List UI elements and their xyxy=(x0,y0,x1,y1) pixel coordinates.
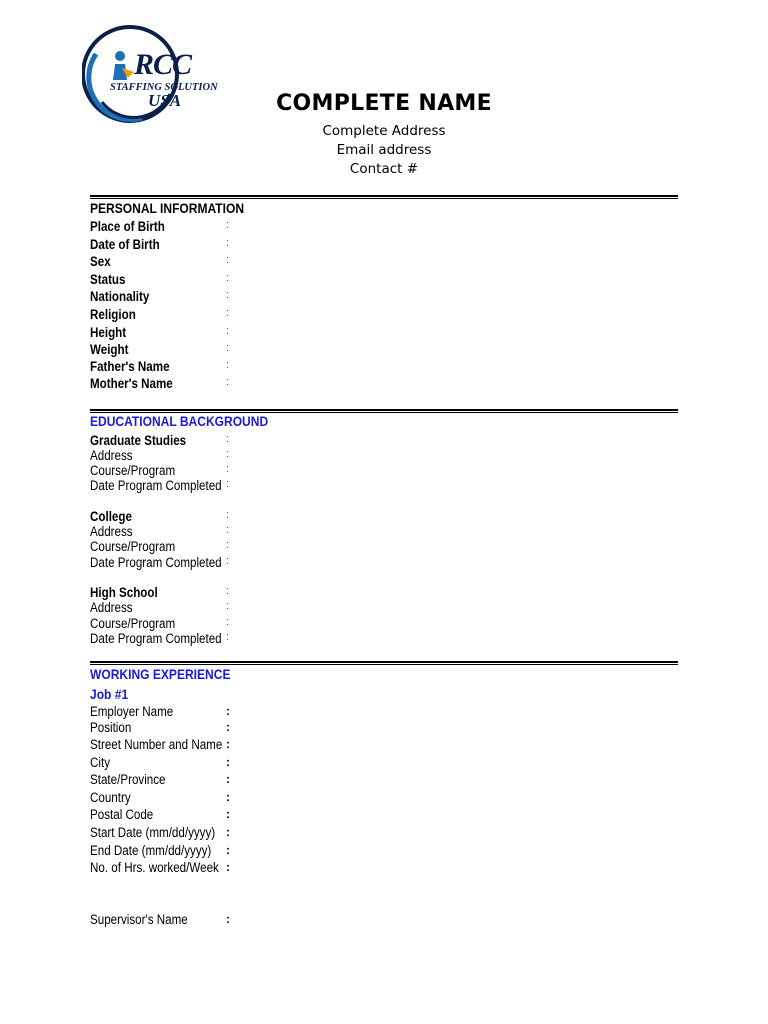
field-label: Nationality xyxy=(90,289,150,304)
field-label: Course/Program xyxy=(90,616,176,631)
field-label: Address xyxy=(90,600,133,615)
field-colon: : xyxy=(226,509,230,521)
work-experience-title: WORKING EXPERIENCE xyxy=(90,666,231,682)
field-colon: : xyxy=(226,448,230,460)
field-label: Father's Name xyxy=(90,359,170,374)
applicant-address: Complete Address xyxy=(322,123,446,139)
field-colon: : xyxy=(226,463,230,475)
field-colon: : xyxy=(226,307,230,319)
field-label: Supervisor's Name xyxy=(90,912,188,927)
job-label: Job #1 xyxy=(90,686,129,702)
section-divider xyxy=(90,409,678,411)
field-label: Place of Birth xyxy=(90,219,165,234)
field-label: Sex xyxy=(90,254,111,269)
applicant-name: COMPLETE NAME xyxy=(276,91,492,116)
field-colon: : xyxy=(226,720,230,734)
field-colon: : xyxy=(226,433,230,445)
field-label: Status xyxy=(90,272,126,287)
applicant-contact: Contact # xyxy=(349,161,419,177)
field-colon: : xyxy=(226,376,230,388)
field-colon: : xyxy=(226,790,230,804)
field-label: Address xyxy=(90,524,133,539)
field-label: Position xyxy=(90,720,132,735)
section-divider xyxy=(90,195,678,197)
field-label: No. of Hrs. worked/Week xyxy=(90,860,219,875)
logo-country: USA xyxy=(148,91,182,110)
field-colon: : xyxy=(226,555,230,567)
logo-tagline: STAFFING SOLUTION xyxy=(110,82,218,93)
field-colon: : xyxy=(226,755,230,769)
field-label: Country xyxy=(90,790,131,805)
field-colon: : xyxy=(226,737,230,751)
field-label: Course/Program xyxy=(90,463,176,478)
field-label: Postal Code xyxy=(90,807,154,822)
field-label: Height xyxy=(90,325,127,340)
field-colon: : xyxy=(226,289,230,301)
field-label: Address xyxy=(90,448,133,463)
field-colon: : xyxy=(226,616,230,628)
field-colon: : xyxy=(226,825,230,839)
education-title: EDUCATIONAL BACKGROUND xyxy=(90,413,269,429)
field-label: Start Date (mm/dd/yyyy) xyxy=(90,825,216,840)
field-label: End Date (mm/dd/yyyy) xyxy=(90,843,212,858)
field-colon: : xyxy=(226,600,230,612)
logo-brand: RCC xyxy=(134,48,192,81)
field-label: Religion xyxy=(90,307,136,322)
applicant-email: Email address xyxy=(336,142,432,158)
field-label: Mother's Name xyxy=(90,376,173,391)
field-label: High School xyxy=(90,585,158,600)
field-colon: : xyxy=(226,843,230,857)
personal-info-title: PERSONAL INFORMATION xyxy=(90,200,245,216)
field-colon: : xyxy=(226,912,230,926)
field-colon: : xyxy=(226,272,230,284)
field-label: Date Program Completed xyxy=(90,555,222,570)
field-label: Employer Name xyxy=(90,704,174,719)
field-label: Date Program Completed xyxy=(90,478,222,493)
field-label: Date of Birth xyxy=(90,237,160,252)
field-label: Street Number and Name xyxy=(90,737,223,752)
field-colon: : xyxy=(226,772,230,786)
field-label: Course/Program xyxy=(90,539,176,554)
field-colon: : xyxy=(226,524,230,536)
field-colon: : xyxy=(226,254,230,266)
field-colon: : xyxy=(226,585,230,597)
field-colon: : xyxy=(226,325,230,337)
field-colon: : xyxy=(226,860,230,874)
field-colon: : xyxy=(226,219,230,231)
field-label: College xyxy=(90,509,132,524)
field-colon: : xyxy=(226,237,230,249)
field-colon: : xyxy=(226,359,230,371)
field-colon: : xyxy=(226,631,230,643)
field-label: State/Province xyxy=(90,772,166,787)
section-divider xyxy=(90,661,678,663)
field-label: Graduate Studies xyxy=(90,433,187,448)
field-label: City xyxy=(90,755,110,770)
field-label: Weight xyxy=(90,342,129,357)
field-colon: : xyxy=(226,704,230,718)
field-label: Date Program Completed xyxy=(90,631,222,646)
field-colon: : xyxy=(226,539,230,551)
field-colon: : xyxy=(226,478,230,490)
field-colon: : xyxy=(226,807,230,821)
field-colon: : xyxy=(226,342,230,354)
